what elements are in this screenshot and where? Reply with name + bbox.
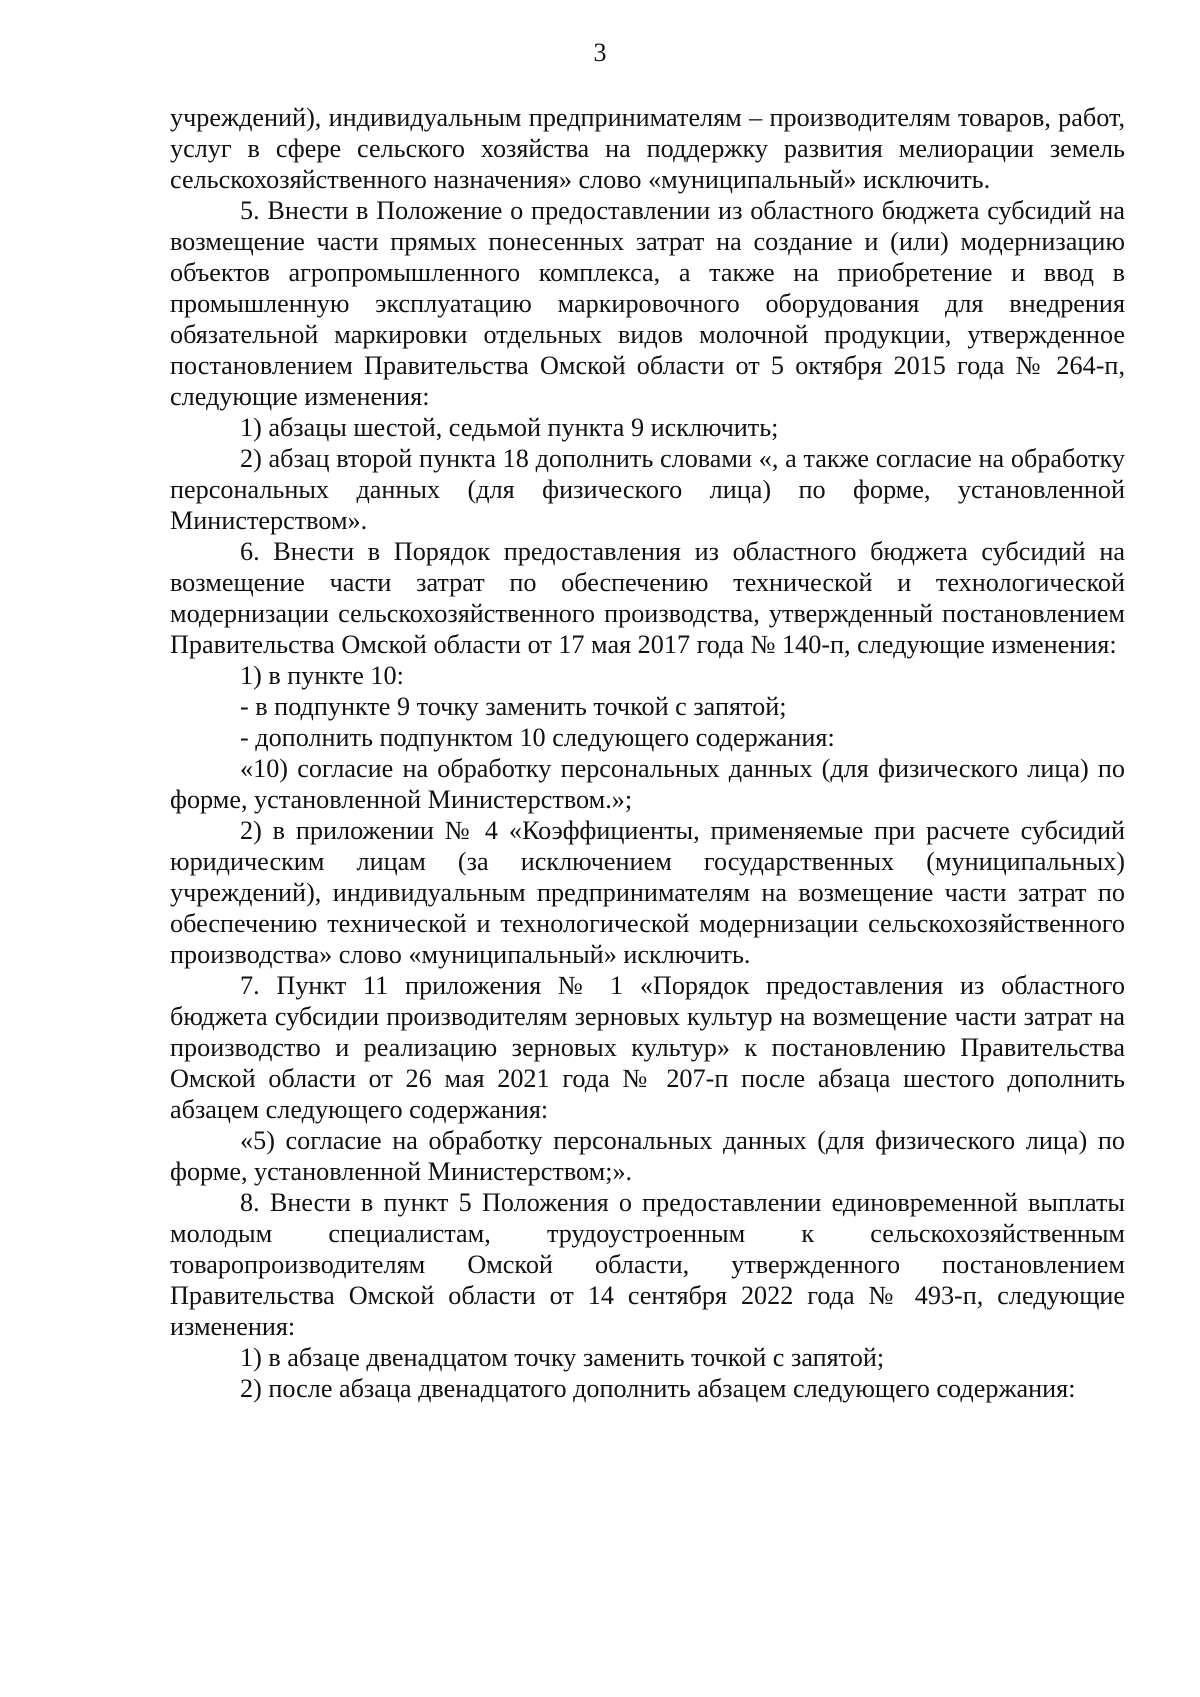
document-body [170, 102, 1125, 1404]
paragraph-item-7-quote: «5) согласие на обработку персональных данных (для физического лица) по форме, установленной Министерством;». [170, 1126, 1125, 1186]
paragraph-item-5-2: 2) абзац второй пункта 18 дополнить словами «, а также согласие на обработку персональных данных (для физического лица) по форме, установленной Министерством». [170, 444, 1125, 535]
paragraph-item-6-1: 1) в пункте 10: [240, 661, 404, 690]
paragraph-item-5: 5. Внести в Положение о предоставлении из областного бюджета субсидий на возмещение части прямых понесенных затрат на создание и (или) модернизацию объектов агропромышленного комплекса, а также на приобретение и ввод в промышленную эксплуатацию маркировочного оборудования для внедрения обязательной маркировки отдельных видов молочной продукции, утвержденное постановлением Правительства Омской области от 5 октября 2015 года № 264-п, следующие изменения: [170, 196, 1125, 411]
paragraph-item-6: 6. Внести в Порядок предоставления из областного бюджета субсидий на возмещение части затрат по обеспечению технической и технологической модернизации сельскохозяйственного производства, утвержденный постановлением Правительства Омской области от 17 мая 2017 года № 140-п, следующие изменения: [170, 537, 1125, 659]
paragraph-item-5-1: 1) абзацы шестой, седьмой пункта 9 исключить; [240, 413, 779, 442]
paragraph-item-6-1-a: - в подпункте 9 точку заменить точкой с запятой; [240, 692, 787, 721]
paragraph-item-6-1-quote: «10) согласие на обработку персональных данных (для физического лица) по форме, установленной Министерством.»; [170, 754, 1125, 814]
paragraph-item-8: 8. Внести в пункт 5 Положения о предоставлении единовременной выплаты молодым специалистам, трудоустроенным к сельскохозяйственным товаропроизводителям Омской области, утвержденного постановлением Правительства Омской области от 14 сентября 2022 года № 493-п, следующие изменения: [170, 1188, 1125, 1341]
paragraph-item-8-2: 2) после абзаца двенадцатого дополнить абзацем следующего содержания: [240, 1374, 1076, 1403]
paragraph-item-8-1: 1) в абзаце двенадцатом точку заменить точкой с запятой; [240, 1343, 885, 1372]
paragraph-item-7: 7. Пункт 11 приложения № 1 «Порядок предоставления из областного бюджета субсидии производителям зерновых культур на возмещение части затрат на производство и реализацию зерновых культур» к постановлению Правительства Омской области от 26 мая 2021 года № 207-п после абзаца шестого дополнить абзацем следующего содержания: [170, 971, 1125, 1124]
paragraph-item-6-1-b: - дополнить подпунктом 10 следующего содержания: [240, 723, 835, 752]
page-number: 3 [593, 38, 607, 67]
paragraph-item-6-2: 2) в приложении № 4 «Коэффициенты, применяемые при расчете субсидий юридическим лицам (за исключением государственных (муниципальных) учреждений), индивидуальным предпринимателям на возмещение части затрат по обеспечению технической и технологической модернизации сельскохозяйственного производства» слово «муниципальный» исключить. [170, 816, 1125, 969]
paragraph-continuation: учреждений), индивидуальным предпринимателям – производителям товаров, работ, услуг в сфере сельского хозяйства на поддержку развития мелиорации земель сельскохозяйственного назначения» слово «муниципальный» исключить. [170, 103, 1125, 194]
